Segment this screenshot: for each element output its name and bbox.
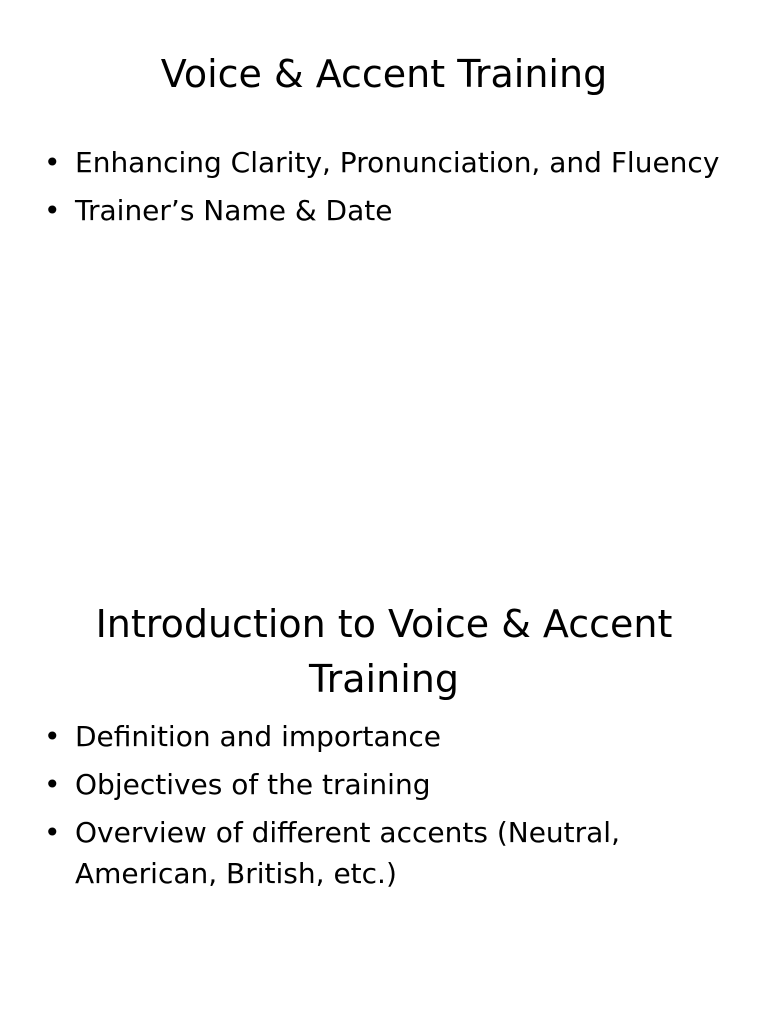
bullet-text: Trainer’s Name & Date [75,194,393,227]
bullet-marker: • [44,146,61,179]
bullet-text: Definition and importance [75,720,442,753]
bullet-list [44,142,724,238]
bullet-item [44,142,724,183]
bullet-text: Objectives of the training [75,768,431,801]
bullet-text: Overview of different accents (Neutral, American, British, etc.) [75,816,620,890]
bullet-item [44,716,724,757]
slide-2 [0,512,768,1024]
slide-title: Introduction to Voice & Accent Training [95,602,673,701]
bullet-item [44,764,724,805]
slide-title: Voice & Accent Training [160,52,608,96]
bullet-marker: • [44,720,61,753]
bullet-list [44,716,724,901]
bullet-item [44,812,724,894]
bullet-marker: • [44,768,61,801]
bullet-item [44,190,724,231]
bullet-marker: • [44,194,61,227]
bullet-text: Enhancing Clarity, Pronunciation, and Fluency [75,146,720,179]
bullet-marker: • [44,816,61,849]
